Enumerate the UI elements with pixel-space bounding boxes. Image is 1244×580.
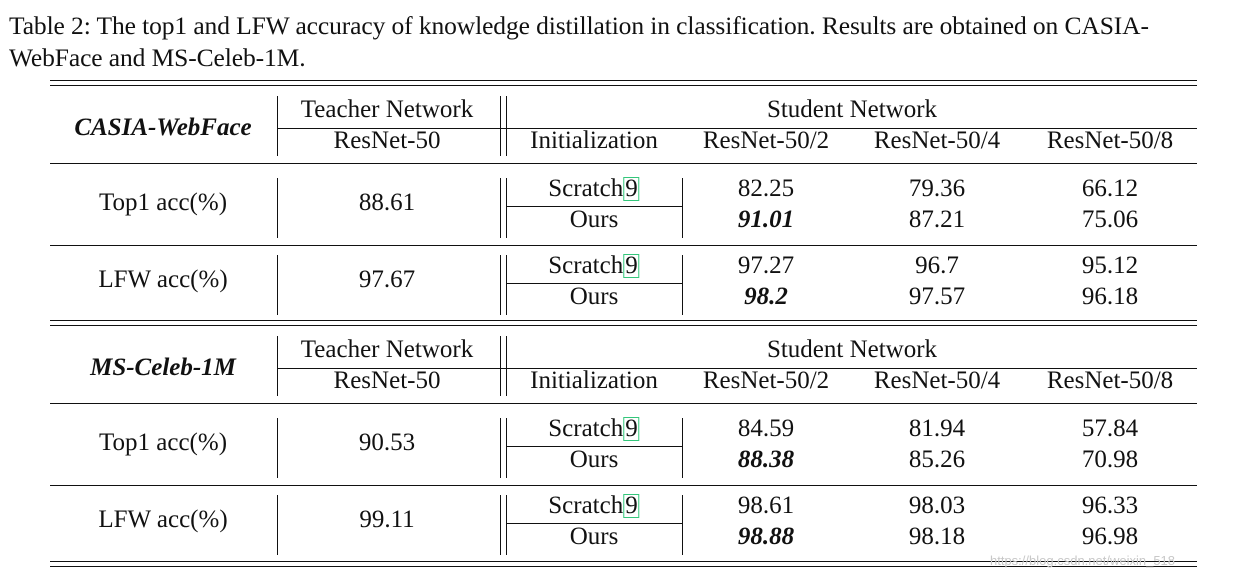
- ours-value: 75.06: [1081, 206, 1139, 233]
- scratch-init-cell: [548, 252, 639, 280]
- citation-link[interactable]: 9: [625, 415, 638, 442]
- teacher-network-header: Teacher Network: [300, 336, 474, 363]
- metric-label: Top1 acc(%): [98, 189, 228, 216]
- ours-value: 70.98: [1081, 446, 1139, 473]
- double-divider-right: [506, 418, 507, 478]
- init-divider: [682, 418, 683, 478]
- dataset-name: CASIA-WebFace: [74, 114, 252, 141]
- ours-value: 97.57: [908, 283, 966, 310]
- header-bottom-rule: [50, 403, 1197, 404]
- ours-value: 91.01: [737, 206, 795, 233]
- table-caption: Table 2: The top1 and LFW accuracy of knowledge distillation in classification. Results are obtained on CASIA-WebFace and MS-Celeb-1M.: [9, 11, 1149, 72]
- ours-value: 98.2: [744, 283, 788, 310]
- scratch-value: 84.59: [737, 415, 795, 442]
- init-divider: [682, 178, 683, 238]
- scratch-value: 81.94: [908, 415, 966, 442]
- teacher-model-header: ResNet-50: [333, 127, 441, 154]
- ours-label: Ours: [569, 523, 619, 550]
- double-divider-left: [500, 178, 501, 238]
- student-model-header: ResNet-50/8: [1046, 367, 1174, 394]
- row-divider: [277, 255, 278, 315]
- double-divider-left: [500, 336, 501, 396]
- double-divider-left: [500, 418, 501, 478]
- initialization-header: Initialization: [530, 367, 658, 394]
- dataset-name: MS-Celeb-1M: [90, 354, 236, 381]
- metric-label: Top1 acc(%): [98, 429, 228, 456]
- row-separator: [50, 485, 1197, 486]
- teacher-value: 90.53: [358, 429, 416, 456]
- scratch-value: 66.12: [1081, 175, 1139, 202]
- student-network-header: Student Network: [766, 336, 938, 363]
- double-rule-top: [50, 80, 1197, 81]
- scratch-value: 96.7: [915, 252, 959, 279]
- scratch-label: Scratch: [548, 492, 624, 519]
- double-divider-right: [506, 178, 507, 238]
- ours-value: 85.26: [908, 446, 966, 473]
- student-model-header: ResNet-50/8: [1046, 127, 1174, 154]
- scratch-value: 79.36: [908, 175, 966, 202]
- teacher-value: 99.11: [359, 506, 415, 533]
- student-model-header: ResNet-50/2: [702, 127, 830, 154]
- metric-label: LFW acc(%): [98, 266, 228, 293]
- double-divider-right: [506, 255, 507, 315]
- scratch-label: Scratch: [548, 415, 624, 442]
- ours-value: 88.38: [737, 446, 795, 473]
- row-divider: [277, 418, 278, 478]
- ours-value: 87.21: [908, 206, 966, 233]
- student-network-header: Student Network: [766, 96, 938, 123]
- double-divider-left: [500, 495, 501, 555]
- scratch-init-cell: [548, 415, 639, 443]
- header-bottom-rule: [50, 163, 1197, 164]
- double-rule-bottom: [50, 85, 1197, 86]
- teacher-model-header: ResNet-50: [333, 367, 441, 394]
- scratch-init-cell: [548, 175, 639, 203]
- teacher-value: 97.67: [358, 266, 416, 293]
- double-divider-right: [506, 495, 507, 555]
- watermark: https://blog.csdn.net/weixin_518: [990, 553, 1176, 568]
- student-model-header: ResNet-50/4: [873, 367, 1001, 394]
- ours-label: Ours: [569, 283, 619, 310]
- ours-value: 98.18: [908, 523, 966, 550]
- scratch-value: 82.25: [737, 175, 795, 202]
- row-divider: [277, 178, 278, 238]
- scratch-value: 57.84: [1081, 415, 1139, 442]
- citation-link[interactable]: 9: [625, 252, 638, 279]
- row-divider: [277, 495, 278, 555]
- ours-value: 98.88: [737, 523, 795, 550]
- scratch-value: 97.27: [737, 252, 795, 279]
- citation-link[interactable]: 9: [625, 492, 638, 519]
- double-rule-bottom: [50, 325, 1197, 326]
- student-model-header: ResNet-50/4: [873, 127, 1001, 154]
- student-model-header: ResNet-50/2: [702, 367, 830, 394]
- ours-label: Ours: [569, 446, 619, 473]
- ours-label: Ours: [569, 206, 619, 233]
- scratch-value: 96.33: [1081, 492, 1139, 519]
- scratch-value: 95.12: [1081, 252, 1139, 279]
- double-divider-right: [506, 96, 507, 156]
- initialization-header: Initialization: [530, 127, 658, 154]
- header-divider: [277, 336, 278, 396]
- teacher-network-header: Teacher Network: [300, 96, 474, 123]
- scratch-label: Scratch: [548, 252, 624, 279]
- row-separator: [50, 245, 1197, 246]
- scratch-value: 98.03: [908, 492, 966, 519]
- header-divider: [277, 96, 278, 156]
- ours-value: 96.98: [1081, 523, 1139, 550]
- ours-value: 96.18: [1081, 283, 1139, 310]
- double-divider-left: [500, 255, 501, 315]
- citation-link[interactable]: 9: [625, 175, 638, 202]
- double-rule-top: [50, 320, 1197, 321]
- metric-label: LFW acc(%): [98, 506, 228, 533]
- init-divider: [682, 255, 683, 315]
- scratch-label: Scratch: [548, 175, 624, 202]
- init-divider: [682, 495, 683, 555]
- scratch-init-cell: [548, 492, 639, 520]
- teacher-value: 88.61: [358, 189, 416, 216]
- scratch-value: 98.61: [737, 492, 795, 519]
- double-divider-left: [500, 96, 501, 156]
- double-divider-right: [506, 336, 507, 396]
